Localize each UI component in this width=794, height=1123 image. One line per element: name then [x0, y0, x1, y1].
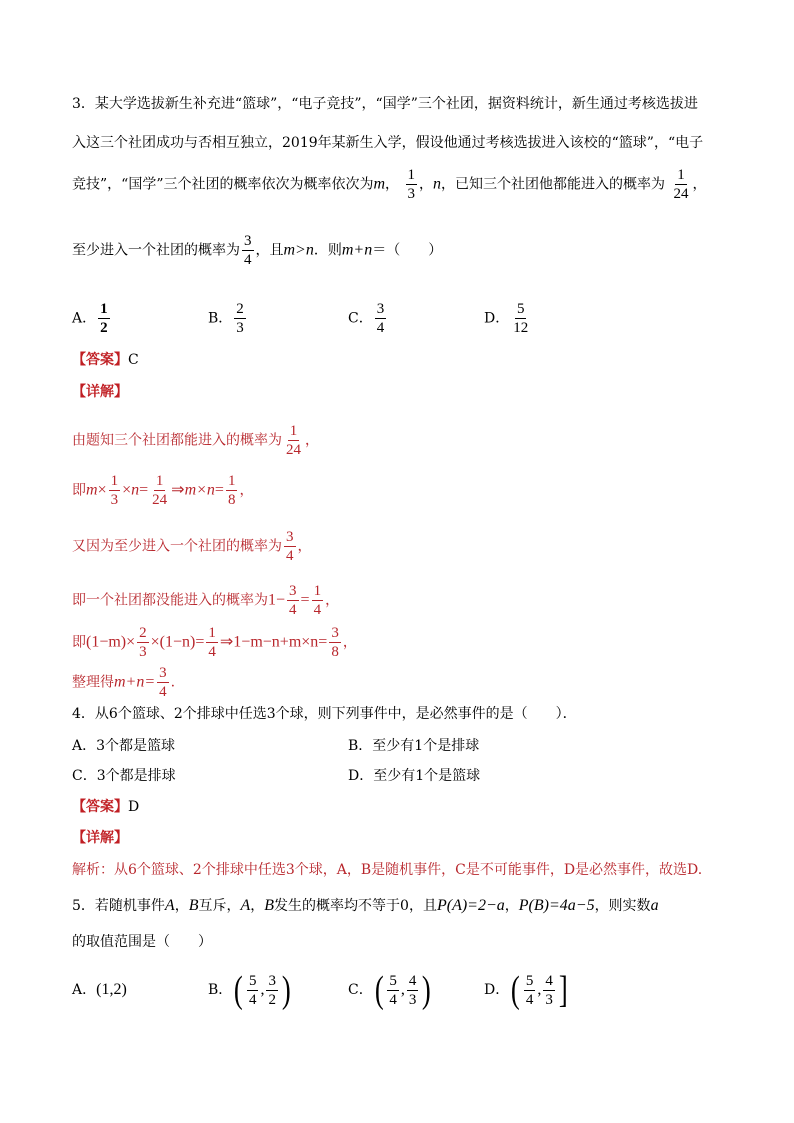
q4-answer	[72, 797, 139, 817]
option-label: C．	[348, 310, 373, 327]
op: ×	[122, 481, 132, 499]
detail-tag: 【详解】	[72, 384, 128, 400]
num: 1	[407, 167, 415, 183]
den: 12	[513, 320, 529, 336]
q3-option-d	[484, 300, 532, 337]
fraction	[109, 472, 121, 509]
q5-stem-line2: 的取值范围是（ ）	[72, 934, 212, 950]
q4-stem: 4．从6个篮球、2个排球中任选3个球，则下列事件中，是必然事件的是（ ）．	[72, 706, 577, 722]
fraction	[407, 972, 419, 1009]
fraction	[543, 972, 555, 1009]
text: 5．若随机事件	[72, 898, 165, 914]
q3-solution-line4	[72, 582, 339, 619]
q3-solution-line5	[72, 624, 357, 661]
fraction	[284, 528, 296, 565]
text: 互斥，	[198, 898, 241, 914]
text: 发生的概率均不等于0，且	[274, 898, 437, 914]
fraction-1-24	[671, 166, 690, 203]
num: 2	[139, 625, 147, 641]
text: .	[170, 674, 176, 691]
q3-solution-line6	[72, 664, 175, 701]
q4-detail-tag	[72, 828, 128, 848]
var: B	[264, 897, 275, 914]
q3-solution-line3	[72, 528, 312, 565]
option-fraction	[98, 300, 110, 337]
den: 4	[286, 548, 294, 564]
op: =	[300, 591, 310, 609]
option-label: D．	[484, 982, 510, 998]
text: ，	[305, 432, 319, 449]
expr: ×(1−n)=	[150, 633, 205, 651]
text: ，	[174, 898, 189, 914]
text: ，	[239, 482, 254, 499]
option-label: B．	[208, 982, 233, 998]
expr: ⇒1−m−n+m×n=	[219, 633, 328, 651]
bracket: (	[234, 969, 244, 1011]
num: 1	[313, 583, 322, 599]
interval	[509, 970, 569, 1010]
q3-stem-line2: 入这三个社团成功与否相互独立，2019年某新生入学，假设他通过考核选拔进入该校的“篮球”，“电子	[72, 135, 704, 151]
var-m: m	[373, 175, 386, 193]
num: 3	[286, 529, 294, 545]
fraction-1-3	[406, 166, 418, 203]
var-n: n	[433, 175, 441, 193]
num: 1	[155, 473, 164, 489]
text: 整理得	[72, 674, 114, 691]
den: 2	[268, 991, 276, 1008]
q3-stem-line4	[72, 232, 442, 269]
text: 即	[72, 634, 86, 651]
fraction	[312, 582, 324, 619]
den: 4	[389, 991, 397, 1008]
text: 即一个社团都没能进入的概率为	[72, 592, 268, 609]
num: 3	[331, 625, 339, 641]
text: ，	[297, 538, 312, 555]
den: 4	[525, 991, 534, 1008]
den: 4	[248, 991, 257, 1008]
num: 1	[677, 167, 685, 183]
condition: m>n	[283, 241, 314, 259]
q3-option-c	[348, 300, 388, 337]
expression: m+n	[341, 241, 373, 259]
fraction	[137, 624, 149, 661]
option-label: A．	[72, 310, 97, 327]
num: 3	[159, 665, 167, 681]
q3-stem-line3	[72, 166, 706, 203]
den: 4	[289, 602, 297, 618]
q3-answer	[72, 350, 139, 370]
num: 1	[100, 301, 108, 317]
fraction	[284, 422, 303, 459]
expr: (1−m)×	[86, 633, 136, 651]
den: 3	[139, 644, 147, 660]
text: ，则实数	[594, 898, 651, 914]
answer-tag: 【答案】	[72, 799, 128, 815]
option-fraction	[511, 300, 530, 337]
var: a	[650, 897, 659, 914]
text: ，	[325, 592, 340, 609]
q4-option-a: A．3个都是篮球	[72, 738, 176, 754]
q5-option-a	[72, 980, 127, 1000]
text: ．则	[313, 242, 342, 259]
q3-solution-line2	[72, 472, 253, 509]
answer-tag: 【答案】	[72, 352, 128, 368]
q3-option-b	[208, 300, 248, 337]
fraction	[206, 624, 218, 661]
text: ，	[692, 176, 707, 193]
den: 24	[673, 186, 689, 202]
text: 竞技”，“国学”三个社团的概率依次为概率依次为	[72, 176, 374, 193]
text: ，	[419, 176, 433, 193]
num: 3	[289, 583, 297, 599]
den: 24	[286, 442, 301, 458]
option-label: C．	[348, 982, 373, 998]
expr: P(A)=2−a	[436, 897, 505, 914]
text: ，	[342, 634, 357, 651]
num: 4	[545, 972, 553, 989]
answer-value: D	[128, 799, 140, 815]
interval	[232, 970, 292, 1010]
num: 5	[525, 972, 534, 989]
comma: ,	[400, 981, 405, 998]
detail-tag: 【详解】	[72, 830, 128, 846]
bracket: )	[422, 969, 432, 1011]
q5-option-c	[348, 970, 433, 1010]
fraction	[387, 972, 399, 1009]
num: 3	[268, 972, 276, 989]
expr: P(B)=4a−5	[518, 897, 595, 914]
den: 4	[159, 684, 167, 700]
den: 3	[408, 991, 417, 1008]
fraction	[266, 972, 278, 1009]
q5-stem-line1	[72, 896, 659, 916]
option-label: A．	[72, 982, 97, 998]
fraction	[226, 472, 238, 509]
num: 1	[208, 625, 216, 641]
answer-value: C	[128, 352, 139, 368]
num: 4	[408, 972, 417, 989]
text: 又因为至少进入一个社团的概率为	[72, 538, 282, 555]
var: A	[240, 897, 251, 914]
den: 2	[100, 320, 108, 336]
q3-option-a	[72, 300, 112, 337]
fraction	[524, 972, 536, 1009]
den: 4	[208, 644, 216, 660]
num: 1	[227, 473, 236, 489]
text: 即	[72, 482, 86, 499]
fraction-3-4	[242, 232, 254, 269]
text: 至少进入一个社团的概率为	[72, 242, 240, 259]
option-fraction	[234, 300, 246, 337]
bracket: (	[374, 969, 384, 1011]
q5-option-b	[208, 970, 293, 1010]
num: 5	[248, 972, 257, 989]
q4-option-b: B．至少有1个是排球	[348, 738, 480, 754]
fraction	[287, 582, 299, 619]
num: 3	[376, 301, 385, 317]
text: ，	[250, 898, 265, 914]
q3-detail-tag	[72, 382, 128, 402]
comma: ,	[260, 981, 265, 998]
den: 4	[244, 252, 252, 268]
option-value: (1,2)	[96, 981, 127, 998]
q4-option-d: D．至少有1个是篮球	[348, 768, 481, 784]
text: ＝（ ）	[372, 242, 443, 259]
op: ×	[97, 481, 107, 499]
den: 8	[331, 644, 339, 660]
option-label: B．	[208, 310, 233, 327]
text: 由题知三个社团都能进入的概率为	[72, 432, 282, 449]
num: 5	[516, 301, 525, 317]
q5-option-d	[484, 970, 570, 1010]
den: 24	[152, 492, 168, 508]
bracket: (	[511, 969, 520, 1011]
num: 3	[244, 233, 252, 249]
fraction	[157, 664, 169, 701]
q3-solution-line1	[72, 422, 319, 459]
bracket: )	[281, 969, 291, 1011]
option-label: D．	[484, 310, 510, 327]
fraction	[150, 472, 169, 509]
q4-solution: 解析：从6个篮球、2个排球中任选3个球，A，B是随机事件，C是不可能事件，D是必然事件，故选D.	[72, 862, 703, 878]
bracket: ]	[558, 969, 568, 1011]
den: 8	[227, 492, 236, 508]
fraction	[329, 624, 341, 661]
option-fraction	[375, 300, 387, 337]
den: 3	[407, 186, 415, 202]
num: 1	[110, 473, 119, 489]
q3-stem-line1: 3．某大学选拔新生补充进“篮球”，“电子竞技”，“国学”三个社团，据资料统计，新生通过考核选拔进	[72, 96, 698, 112]
den: 4	[376, 320, 385, 336]
text: ，	[504, 898, 519, 914]
var: m	[86, 481, 98, 499]
num: 2	[236, 301, 244, 317]
op: ⇒	[171, 481, 185, 499]
op: =	[214, 481, 224, 499]
text: ，已知三个社团他都能进入的概率为	[441, 176, 665, 193]
num: 5	[389, 972, 397, 989]
den: 3	[110, 492, 119, 508]
expr: m+n=	[114, 673, 156, 691]
text: ，	[385, 176, 400, 193]
q4-option-c: C．3个都是排球	[72, 768, 176, 784]
den: 3	[545, 991, 553, 1008]
text: ，且	[255, 242, 284, 259]
fraction	[247, 972, 259, 1009]
var: B	[188, 897, 199, 914]
op: =	[139, 481, 149, 499]
num: 1	[289, 423, 298, 439]
var: A	[164, 897, 175, 914]
expr: 1−	[268, 591, 286, 609]
den: 4	[313, 602, 322, 618]
den: 3	[236, 320, 244, 336]
interval	[373, 970, 433, 1010]
expr: m×n	[184, 481, 215, 499]
var: n	[131, 481, 140, 499]
comma: ,	[537, 981, 542, 998]
